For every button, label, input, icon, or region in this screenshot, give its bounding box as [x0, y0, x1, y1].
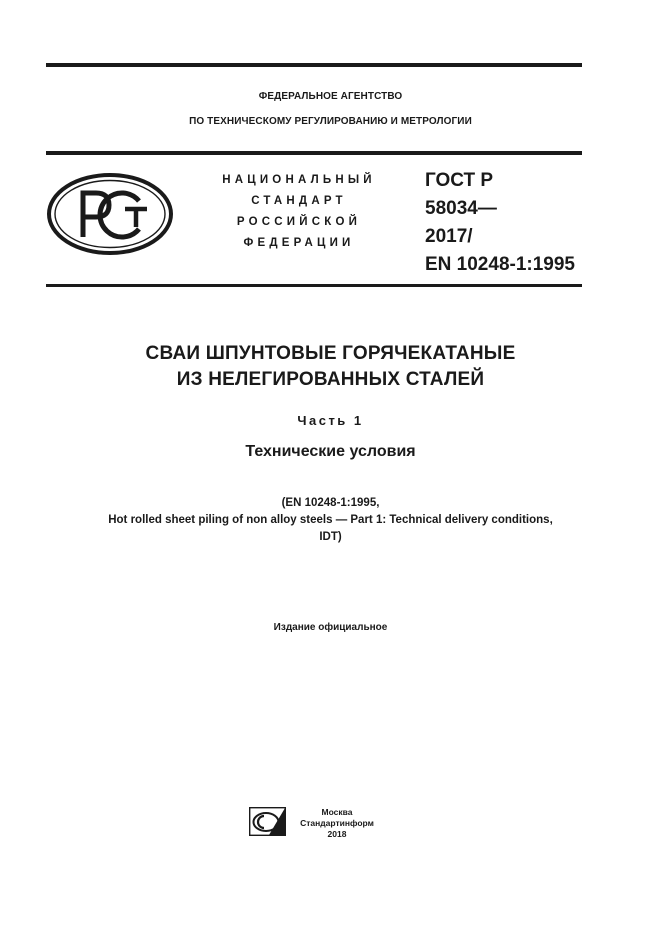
document-title-line-2: ИЗ НЕЛЕГИРОВАННЫХ СТАЛЕЙ [176, 369, 485, 390]
designation-line: ГОСТ Р [425, 170, 494, 191]
document-title-line-1: СВАИ ШПУНТОВЫЕ ГОРЯЧЕКАТАНЫЕ [145, 343, 516, 364]
edition-label: Издание официальное [273, 622, 388, 633]
publisher-year: 2018 [327, 829, 347, 839]
standard-type-line: СТАНДАРТ [251, 195, 347, 207]
designation-line: 2017/ [425, 226, 473, 247]
en-reference-line-3: IDT) [319, 531, 342, 543]
part-label: Часть 1 [297, 413, 364, 428]
publisher-name: Стандартинформ [300, 818, 374, 828]
agency-line-1: ФЕДЕРАЛЬНОЕ АГЕНТСТВО [258, 91, 403, 102]
standard-type-line: НАЦИОНАЛЬНЫЙ [222, 174, 376, 186]
standard-type-line: РОССИЙСКОЙ [236, 216, 362, 228]
designation-line: EN 10248-1:1995 [425, 254, 575, 275]
en-reference-line-1: (EN 10248-1:1995, [281, 497, 380, 509]
top-rule [46, 63, 582, 67]
header-rule [46, 151, 582, 155]
en-reference-line-2: Hot rolled sheet piling of non alloy steels — Part 1: Technical delivery conditions, [108, 514, 553, 526]
agency-line-2: ПО ТЕХНИЧЕСКОМУ РЕГУЛИРОВАНИЮ И МЕТРОЛОГИИ [189, 116, 472, 127]
designation-rule [46, 284, 582, 287]
document-subtitle: Технические условия [245, 443, 416, 460]
standartinform-logo-icon [249, 807, 286, 836]
standard-type-line: ФЕДЕРАЦИИ [243, 237, 355, 249]
rst-logo-icon [46, 171, 174, 257]
publisher-city: Москва [321, 807, 353, 817]
designation-line: 58034— [425, 198, 497, 219]
standard-designation [425, 167, 595, 279]
publisher-info [295, 807, 379, 840]
standard-type [196, 170, 402, 254]
